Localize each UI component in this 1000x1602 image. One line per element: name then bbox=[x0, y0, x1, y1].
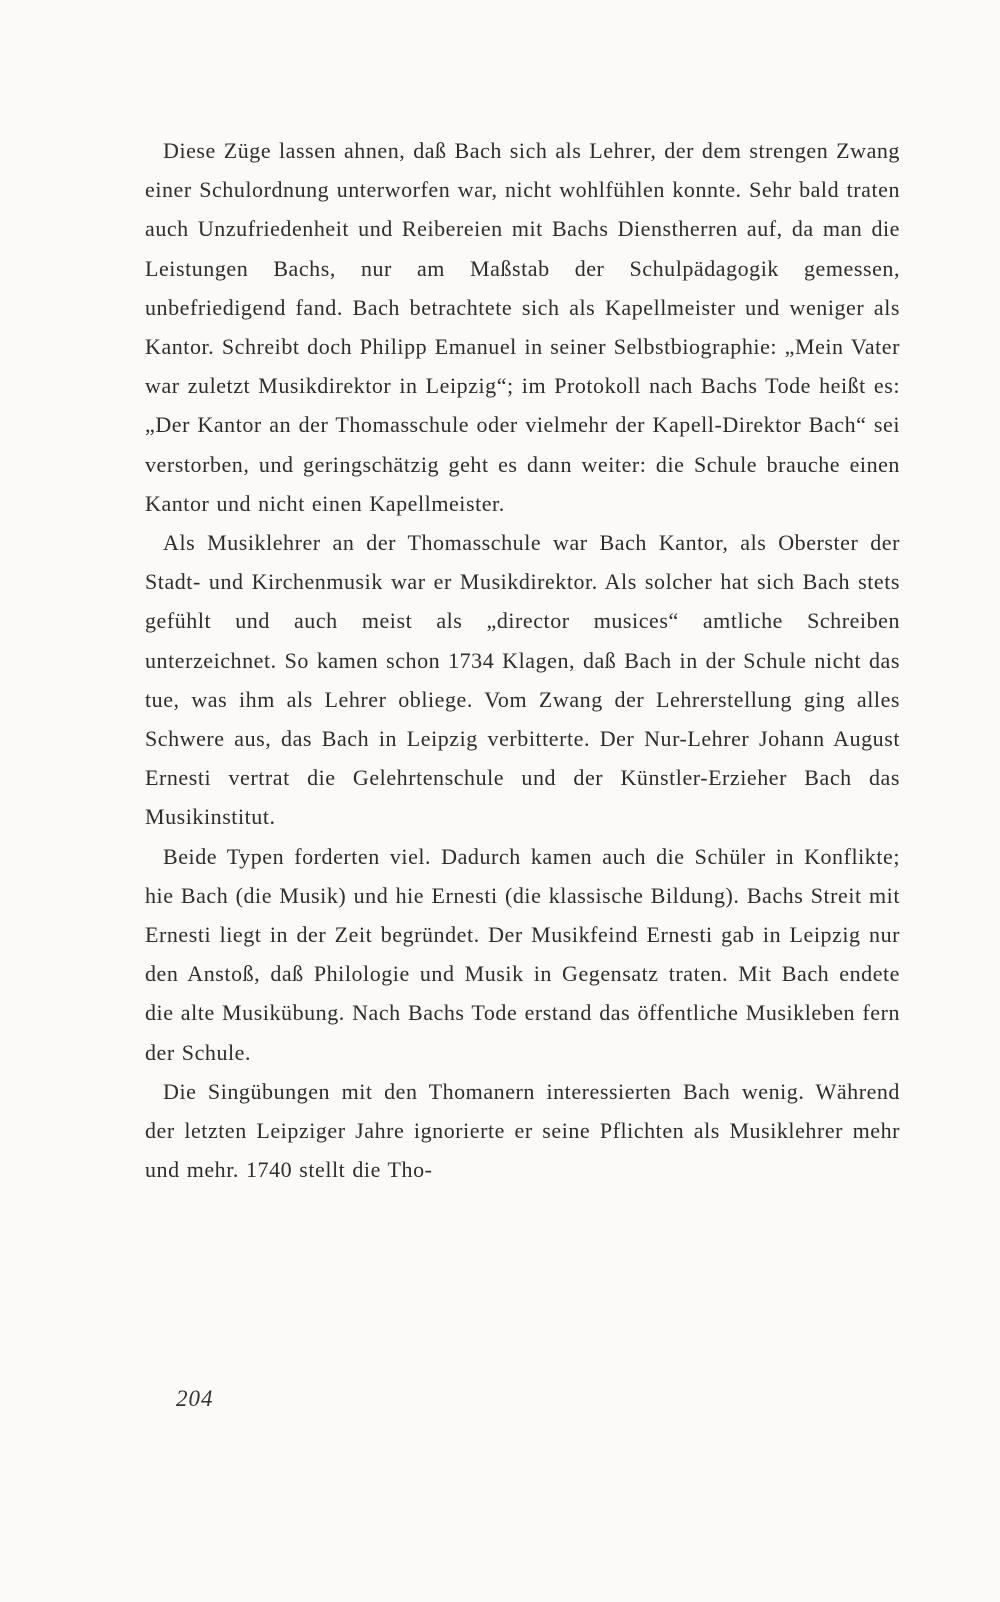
paragraph: Diese Züge lassen ahnen, daß Bach sich als Lehrer, der dem strengen Zwang einer Schulordnung unterworfen war, nicht wohlfühlen konnte. Sehr bald traten auch Unzufriedenheit und Reibereien mit Bachs Dienstherren auf, da man die Leistungen Bachs, nur am Maßstab der Schulpädagogik gemessen, unbefriedigend fand. Bach betrachtete sich als Kapellmeister und weniger als Kantor. Schreibt doch Philipp Emanuel in seiner Selbstbiographie: „Mein Vater war zuletzt Musikdirektor in Leipzig“; im Protokoll nach Bachs Tode heißt es: „Der Kantor an der Thomasschule oder vielmehr der Kapell-Direktor Bach“ sei verstorben, und geringschätzig geht es dann weiter: die Schule brauche einen Kantor und nicht einen Kapellmeister. bbox=[145, 138, 900, 516]
paragraph: Die Singübungen mit den Thomanern interessierten Bach wenig. Während der letzten Leipziger Jahre ignorierte er seine Pflichten als Musiklehrer mehr und mehr. 1740 stellt die Tho- bbox=[145, 1078, 900, 1183]
page-number: 204 bbox=[176, 1386, 214, 1411]
paragraph: Als Musiklehrer an der Thomasschule war Bach Kantor, als Oberster der Stadt- und Kirchenmusik war er Musikdirektor. Als solcher hat sich Bach stets gefühlt und auch meist als „director musices“ amtliche Schreiben unterzeichnet. So kamen schon 1734 Klagen, daß Bach in der Schule nicht das tue, was ihm als Lehrer obliege. Vom Zwang der Lehrerstellung ging alles Schwere aus, das Bach in Leipzig verbitterte. Der Nur-Lehrer Johann August Ernesti vertrat die Gelehrtenschule und der Künstler-Erzieher Bach das Musikinstitut. bbox=[145, 530, 900, 830]
paragraph: Beide Typen forderten viel. Dadurch kamen auch die Schüler in Konflikte; hie Bach (die Musik) und hie Ernesti (die klassische Bildung). Bachs Streit mit Ernesti liegt in der Zeit begründet. Der Musikfeind Ernesti gab in Leipzig nur den Anstoß, daß Philologie und Musik in Gegensatz traten. Mit Bach endete die alte Musikübung. Nach Bachs Tode erstand das öffentliche Musikleben fern der Schule. bbox=[145, 843, 900, 1065]
body-text bbox=[145, 131, 900, 1189]
